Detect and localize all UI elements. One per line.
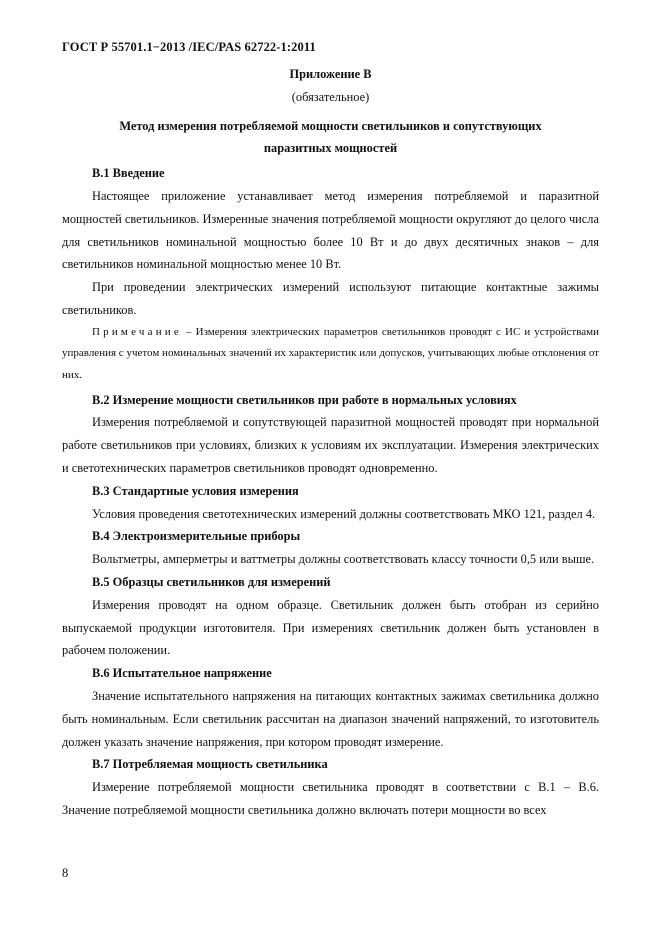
page-content [62, 63, 599, 822]
page-number: 8 [62, 866, 69, 880]
note-label: Примечание [92, 325, 182, 338]
section-heading-b2: В.2 Измерение мощности светильников при работе в нормальных условиях [92, 392, 517, 407]
section-heading-b6: В.6 Испытательное напряжение [92, 666, 272, 681]
section-heading-b4: В.4 Электроизмерительные приборы [92, 529, 301, 544]
paragraph-b2-1: Измерения потребляемой и сопутствующей паразитной мощностей проводят при нормальной работе светильников при условиях, близких к условиям их эксплуатации. Измерения электрических и светотехнических параметров светильников проводят одновременно. [62, 415, 599, 475]
appendix-type: (обязательное) [291, 89, 370, 104]
section-heading-b7: В.7 Потребляемая мощность светильника [92, 757, 328, 772]
document-title: Метод измерения потребляемой мощности светильников и сопутствующих паразитных мощностей [119, 118, 542, 156]
paragraph-b7-1: Измерение потребляемой мощности светильника проводят в соответствии с В.1 – В.6. Значение потребляемой мощности светильника должно включать потери мощности во всех [62, 780, 599, 817]
paragraph-b3-1: Условия проведения светотехнических измерений должны соответствовать МКО 121, раздел 4. [92, 506, 596, 521]
appendix-title: Приложение В [289, 67, 372, 81]
note-b1 [62, 322, 599, 387]
section-heading-b1: В.1 Введение [92, 166, 165, 181]
paragraph-b1-1: Настоящее приложение устанавливает метод измерения потребляемой и паразитной мощностей светильников. Измеренные значения потребляемой мощности округляют до целого числа для светильников номинальной мощностью более 10 Вт и до двух десятичных знаков – для светильников номинальной мощностью менее 10 Вт. [62, 188, 599, 272]
section-heading-b3: В.3 Стандартные условия измерения [92, 483, 299, 498]
note-text: – Измерения электрических параметров светильников проводят с ИС и устройствами управления с учетом номинальных значений их характеристик или допусков, учитывающих любые отклонения от них. [62, 325, 599, 381]
paragraph-b6-1: Значение испытательного напряжения на питающих контактных зажимах светильника должно быть номинальным. Если светильник рассчитан на диапазон значений напряжений, то изготовитель должен указать значение напряжения, при котором проводят измерение. [62, 688, 599, 749]
section-heading-b5: В.5 Образцы светильников для измерений [92, 574, 331, 589]
paragraph-b4-1: Вольтметры, амперметры и ваттметры должны соответствовать классу точности 0,5 или выше. [92, 552, 595, 567]
paragraph-b5-1: Измерения проводят на одном образце. Светильник должен быть отобран из серийно выпускаемой продукции изготовителя. При измерениях светильник должен быть установлен в рабочем положении. [62, 597, 599, 658]
paragraph-b1-2: При проведении электрических измерений используют питающие контактные зажимы светильников. [62, 280, 599, 317]
document-code-header: ГОСТ Р 55701.1−2013 /IEC/PAS 62722-1:2011 [62, 40, 316, 54]
